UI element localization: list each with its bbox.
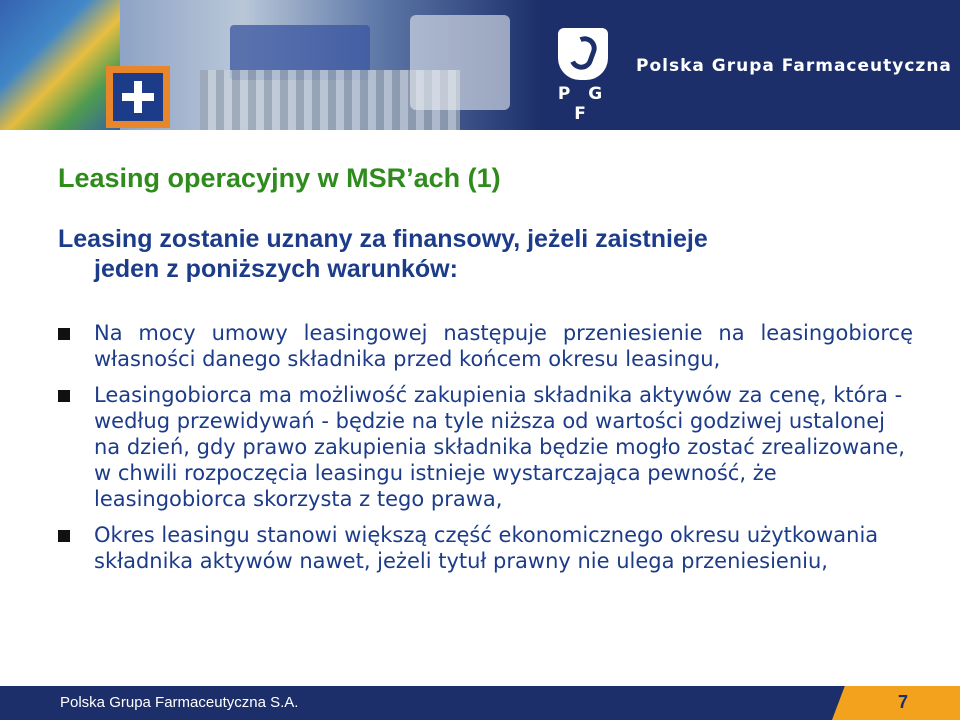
shield-icon <box>558 28 608 80</box>
bullet-item <box>58 382 913 512</box>
bullet-item <box>58 522 913 574</box>
pharmacy-cross-icon <box>106 66 170 128</box>
pgf-logo <box>548 28 618 124</box>
square-bullet-icon <box>58 530 70 542</box>
square-bullet-icon <box>58 328 70 340</box>
square-bullet-icon <box>58 390 70 402</box>
bullet-text: Leasingobiorca ma możliwość zakupienia składnika aktywów za cenę, która - według przewidywań - będzie na tyle niższa od wartości godziwej ustalonej na dzień, gdy prawo zakupienia składnika będzie mogło zostać zrealizowane, w chwili rozpoczęcia leasingu istnieje wystarczająca pewność, że leasingobiorca skorzysta z tego prawa, <box>94 383 905 511</box>
logo-text: P G F <box>557 84 609 124</box>
header-photo <box>0 0 540 130</box>
header-banner <box>0 0 960 130</box>
bullet-text: Okres leasingu stanowi większą część ekonomicznego okresu użytkowania składnika aktywów nawet, jeżeli tytuł prawny nie ulega przeniesieniu, <box>94 523 879 573</box>
magazine-covers-image <box>0 0 120 130</box>
subtitle-line-1: Leasing zostanie uznany za finansowy, jeżeli zaistnieje <box>58 225 708 253</box>
van-image <box>410 15 510 110</box>
footer-accent <box>832 686 960 720</box>
footer-company: Polska Grupa Farmaceutyczna S.A. <box>60 694 299 711</box>
bullet-text: Na mocy umowy leasingowej następuje przeniesienie na leasingobiorcę własności danego składnika przed końcem okresu leasingu, <box>94 321 913 371</box>
page-number: 7 <box>897 692 908 712</box>
slide-title: Leasing operacyjny w MSR’ach (1) <box>58 163 501 193</box>
bullet-item <box>58 320 913 372</box>
subtitle-line-2: jeden z poniższych warunków: <box>94 255 458 283</box>
bullet-list <box>58 320 913 584</box>
slide-subtitle <box>58 224 918 284</box>
company-name: Polska Grupa Farmaceutyczna <box>636 56 952 76</box>
footer-bar <box>0 686 960 720</box>
